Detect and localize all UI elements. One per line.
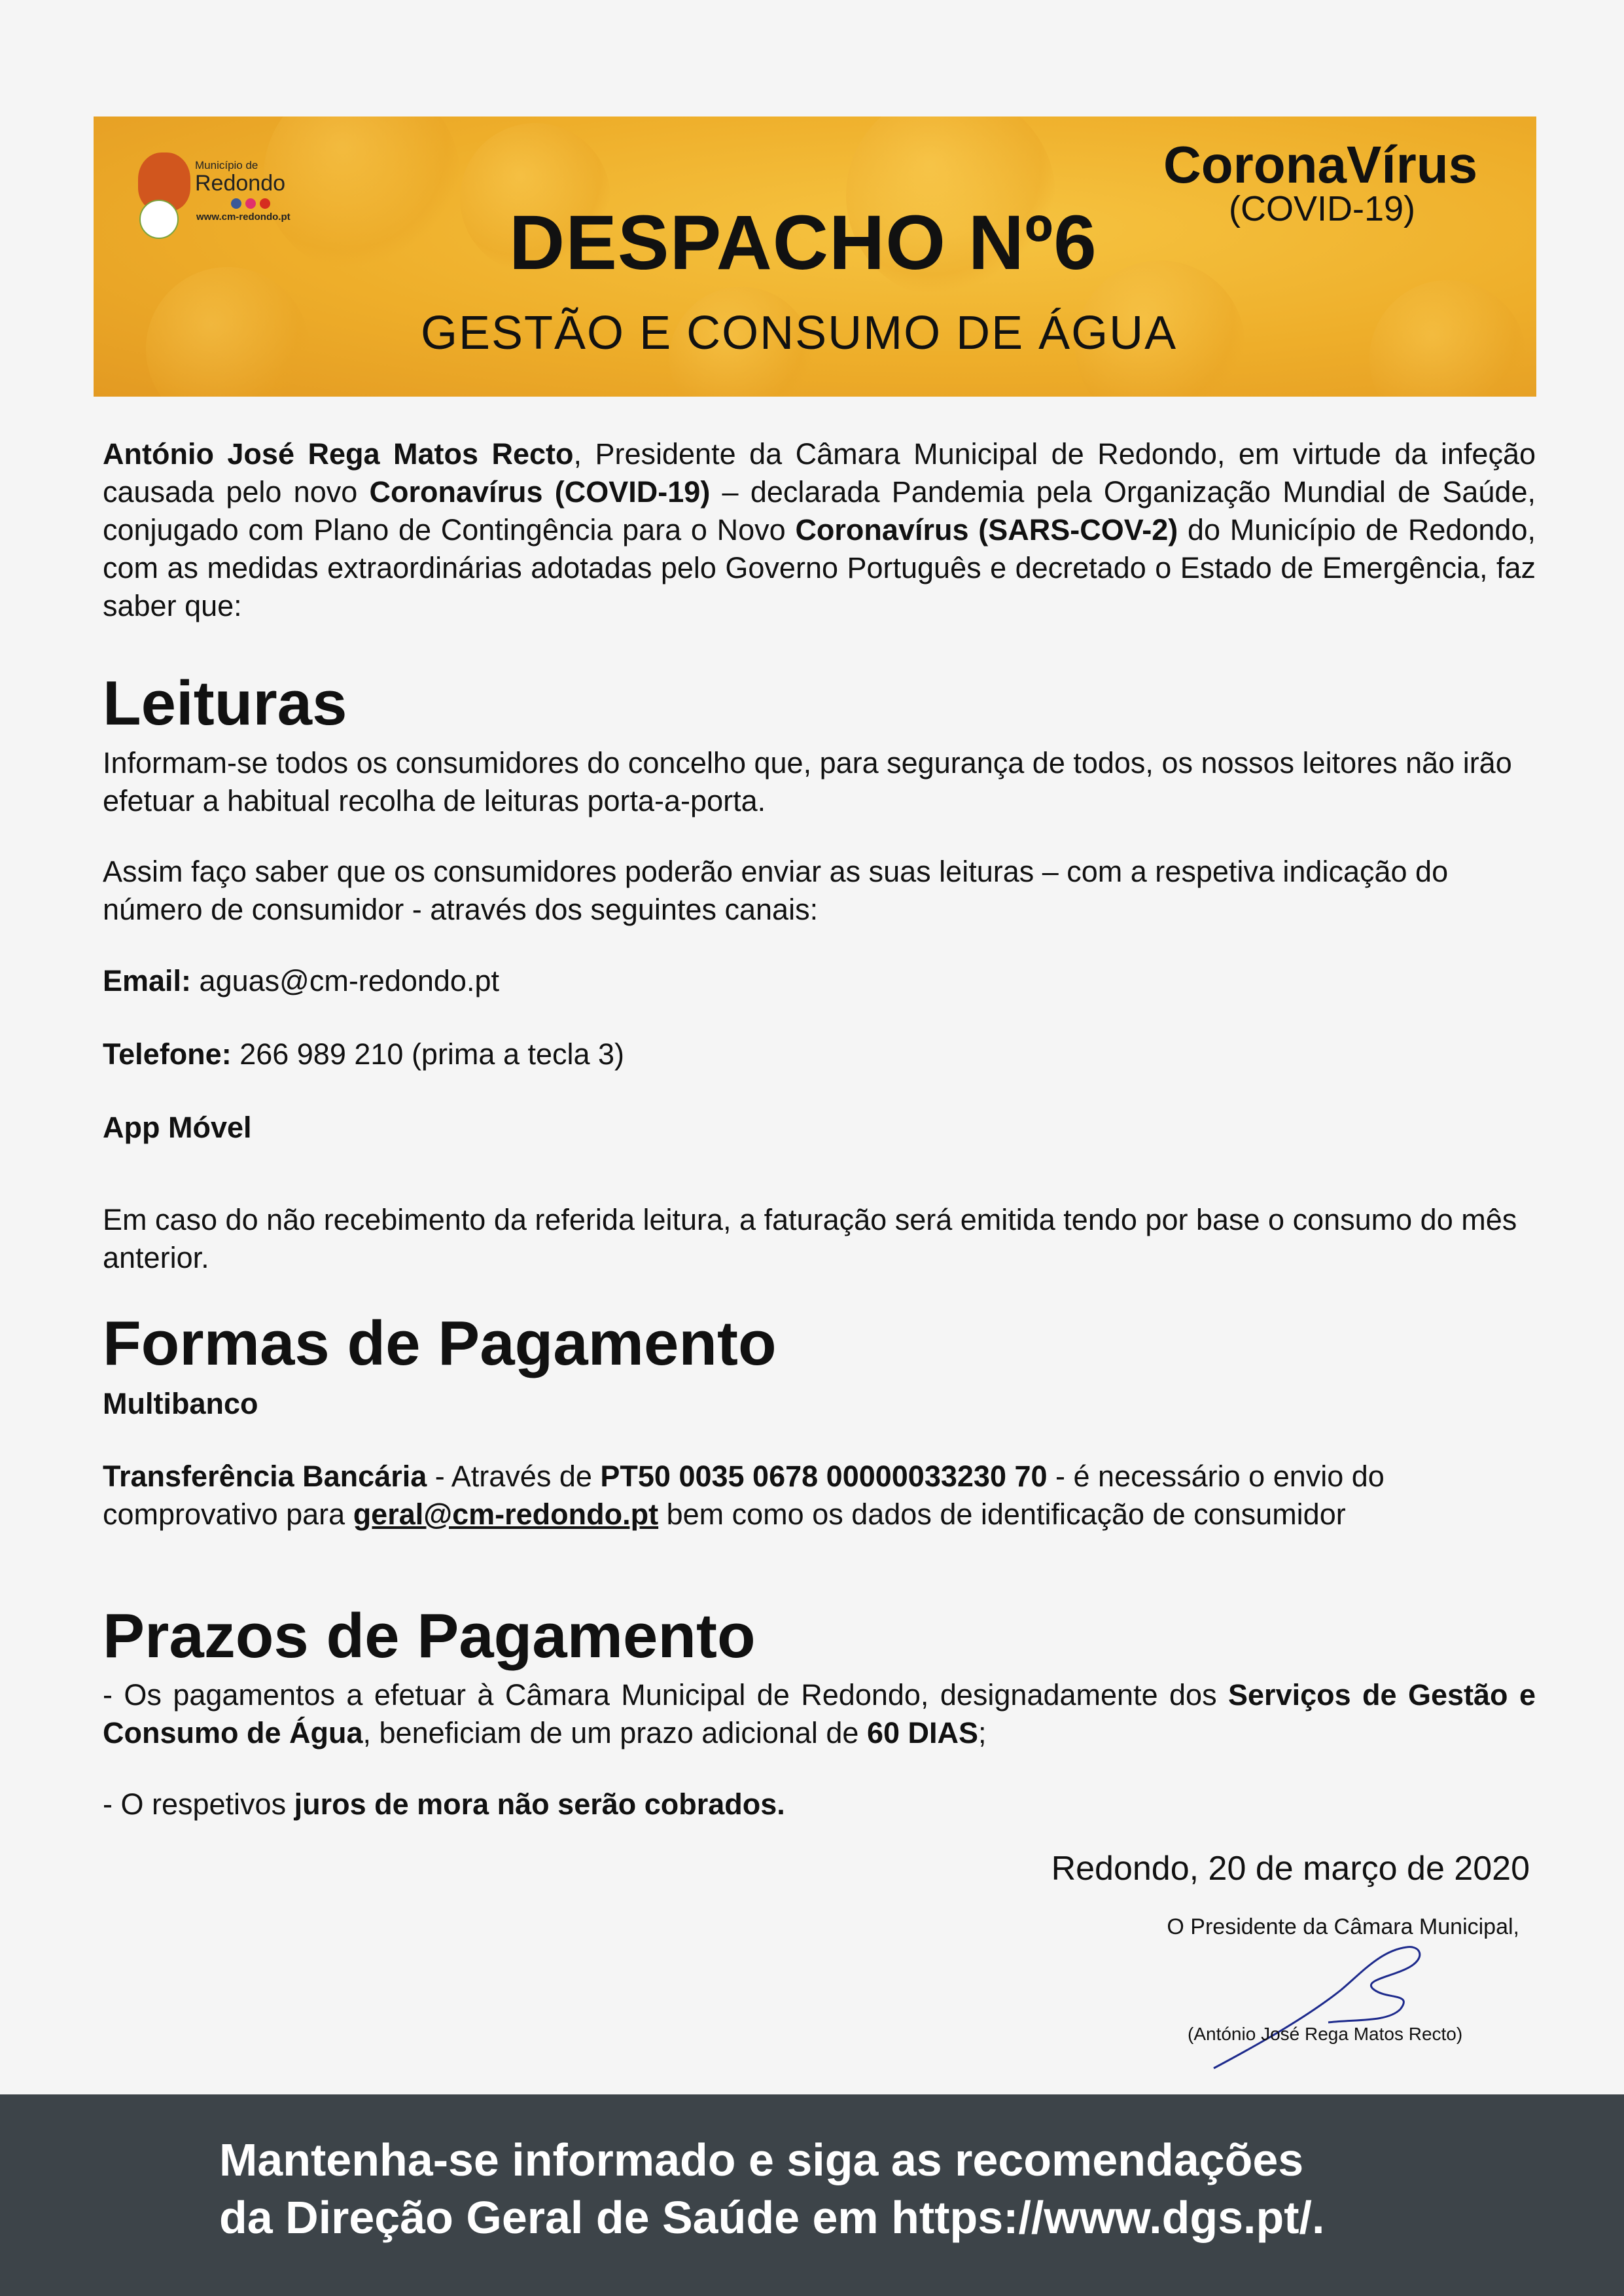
signature-scribble: [1210, 1937, 1446, 2075]
heading-formas-pagamento: Formas de Pagamento: [103, 1308, 777, 1378]
prazos-text: ;: [978, 1716, 987, 1749]
leituras-paragraph-3: Em caso do não recebimento da referida leitura, a faturação será emitida tendo por base o consumo do mês anterior.: [103, 1203, 1517, 1274]
email-label: Email:: [103, 964, 192, 997]
municipality-logo: [133, 139, 303, 238]
geral-email-link[interactable]: geral@cm-redondo.pt: [353, 1498, 659, 1531]
closing-date: Redondo, 20 de março de 2020: [1051, 1850, 1530, 1888]
phone-line: [103, 1035, 1536, 1073]
intro-text: – declarada Pandemia pela Organização Mundial de Saúde, conjugado com Plano de Contingência para o Novo: [103, 475, 1536, 547]
intro-text: , Presidente da Câmara Municipal de Redondo, em virtude da infeção causada pelo novo: [103, 437, 1536, 509]
covid-mention: Coronavírus (COVID-19): [369, 475, 711, 509]
despacho-title: DESPACHO Nº6: [509, 200, 1097, 286]
logo-website-text: www.cm-redondo.pt: [196, 211, 291, 223]
transfer-label: Transferência Bancária: [103, 1460, 427, 1493]
intro-text: do Município de Redondo, com as medidas extraordinárias adotadas pelo Governo Português e decretado o Estado de Emergência, faz saber que:: [103, 513, 1536, 622]
prazos-text: - O respetivos: [103, 1787, 294, 1821]
email-link[interactable]: aguas@cm-redondo.pt: [191, 964, 499, 997]
heading-leituras: Leituras: [103, 668, 347, 738]
phone-value: 266 989 210 (prima a tecla 3): [231, 1037, 625, 1071]
closing-role: O Presidente da Câmara Municipal,: [1167, 1914, 1519, 1939]
leituras-paragraph-2: Assim faço saber que os consumidores poderão enviar as suas leituras – com a respetiva indicação do número de consumidor - através dos seguintes canais:: [103, 855, 1449, 926]
corona-title: CoronaVírus: [1163, 135, 1478, 194]
logo-municipio-text: Município de: [195, 159, 258, 171]
app-movel-label: App Móvel: [103, 1111, 252, 1144]
virus-decoration: [1369, 280, 1527, 397]
footer-bar: [0, 2094, 1624, 2296]
intro-paragraph: [103, 435, 1536, 625]
footer-line-2: da Direção Geral de Saúde em https://www.dgs.pt/.: [219, 2192, 1325, 2243]
sixty-days: 60 DIAS: [866, 1716, 979, 1749]
leituras-paragraph-1: Informam-se todos os consumidores do concelho que, para segurança de todos, os nossos leitores não irão efetuar a habitual recolha de leituras porta-a-porta.: [103, 746, 1512, 817]
banner-subtitle: GESTÃO E CONSUMO DE ÁGUA: [421, 307, 1178, 359]
covid-label: (COVID-19): [1229, 189, 1416, 228]
header-banner: [94, 117, 1536, 397]
social-icons: [231, 198, 270, 209]
sars-mention: Coronavírus (SARS-COV-2): [795, 513, 1178, 547]
phone-label: Telefone:: [103, 1037, 232, 1071]
signature-name: (António José Rega Matos Recto): [1188, 2024, 1463, 2044]
multibanco-label: Multibanco: [103, 1387, 258, 1420]
logo-town-text: Redondo: [195, 171, 286, 196]
iban-value: PT50 0035 0678 00000033230 70: [600, 1460, 1048, 1493]
servicos-mention: Serviços de Gestão e Consumo de Água: [103, 1678, 1536, 1749]
juros-mention: juros de mora não serão cobrados.: [294, 1787, 785, 1821]
facebook-icon: [231, 198, 241, 209]
seal-icon: [139, 200, 179, 239]
heading-prazos-pagamento: Prazos de Pagamento: [103, 1601, 756, 1671]
prazos-text: , beneficiam de um prazo adicional de: [362, 1716, 867, 1749]
footer-line-1: Mantenha-se informado e siga as recomendações: [219, 2134, 1304, 2185]
virus-decoration: [146, 267, 309, 397]
prazos-paragraph-1: [103, 1676, 1536, 1752]
email-line: [103, 962, 1536, 1000]
transfer-text: - é necessário o envio do comprovativo para: [103, 1460, 1385, 1531]
prazos-text: - Os pagamentos a efetuar à Câmara Municipal de Redondo, designadamente dos: [103, 1678, 1229, 1712]
transfer-text: bem como os dados de identificação de consumidor: [658, 1498, 1346, 1531]
transfer-text: - Através de: [427, 1460, 601, 1493]
instagram-icon: [245, 198, 256, 209]
president-name: António José Rega Matos Recto: [103, 437, 574, 471]
youtube-icon: [260, 198, 270, 209]
prazos-paragraph-2: [103, 1785, 1536, 1823]
transfer-paragraph: [103, 1458, 1536, 1534]
